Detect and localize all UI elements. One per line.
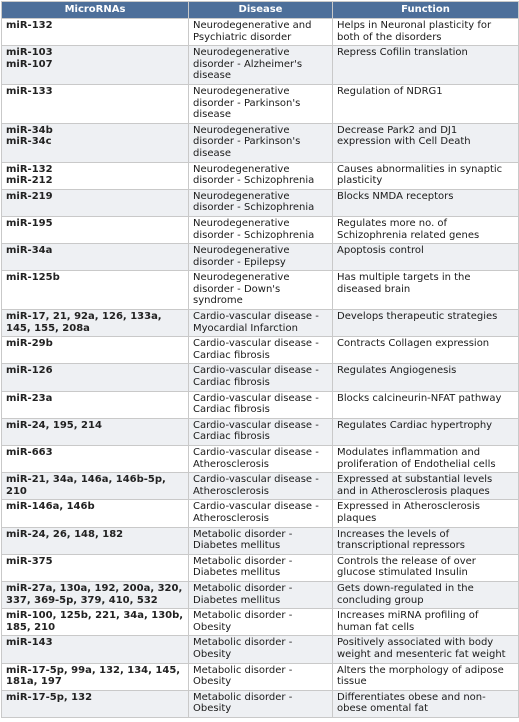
microrna-cell: miR-143 [2, 636, 189, 663]
microrna-cell: miR-21, 34a, 146a, 146b-5p, 210 [2, 473, 189, 500]
table-row [2, 162, 519, 189]
disease-cell: Neurodegenerative disorder - Epilepsy [189, 244, 333, 271]
function-cell: Modulates inflammation and proliferation of Endothelial cells [333, 446, 519, 473]
microrna-cell: miR-17, 21, 92a, 126, 133a, 145, 155, 208a [2, 310, 189, 337]
disease-cell: Neurodegenerative disorder - Schizophrenia [189, 216, 333, 243]
microrna-cell: miR-133 [2, 84, 189, 123]
microrna-cell: miR-34a [2, 244, 189, 271]
microrna-cell: miR-17-5p, 132 [2, 690, 189, 717]
disease-cell: Metabolic disorder - Obesity [189, 609, 333, 636]
disease-cell: Cardio-vascular disease - Atherosclerosis [189, 473, 333, 500]
function-cell: Increases miRNA profiling of human fat cells [333, 609, 519, 636]
header-function: Function [333, 2, 519, 19]
microrna-cell: miR-100, 125b, 221, 34a, 130b, 185, 210 [2, 609, 189, 636]
microrna-cell: miR-146a, 146b [2, 500, 189, 527]
table-row [2, 337, 519, 364]
table-row [2, 527, 519, 554]
microrna-cell: miR-219 [2, 189, 189, 216]
function-cell: Expressed at substantial levels and in Atherosclerosis plaques [333, 473, 519, 500]
disease-cell: Metabolic disorder - Diabetes mellitus [189, 581, 333, 608]
disease-cell: Metabolic disorder - Obesity [189, 663, 333, 690]
table-row [2, 271, 519, 310]
function-cell: Helps in Neuronal plasticity for both of the disorders [333, 19, 519, 46]
table-header-row [2, 2, 519, 19]
table-row [2, 581, 519, 608]
disease-cell: Neurodegenerative disorder - Parkinson's disease [189, 84, 333, 123]
table-row [2, 46, 519, 85]
function-cell: Increases the levels of transcriptional repressors [333, 527, 519, 554]
table-row [2, 636, 519, 663]
table-row [2, 473, 519, 500]
table-row [2, 84, 519, 123]
microrna-cell: miR-24, 26, 148, 182 [2, 527, 189, 554]
table-row [2, 189, 519, 216]
function-cell: Contracts Collagen expression [333, 337, 519, 364]
microrna-cell: miR-103 miR-107 [2, 46, 189, 85]
disease-cell: Cardio-vascular disease - Cardiac fibrosis [189, 337, 333, 364]
table-row [2, 609, 519, 636]
microrna-cell: miR-663 [2, 446, 189, 473]
microrna-cell: miR-125b [2, 271, 189, 310]
disease-cell: Cardio-vascular disease - Myocardial Infarction [189, 310, 333, 337]
function-cell: Differentiates obese and non-obese omental fat [333, 690, 519, 717]
microrna-cell: miR-29b [2, 337, 189, 364]
function-cell: Develops therapeutic strategies [333, 310, 519, 337]
disease-cell: Cardio-vascular disease - Cardiac fibrosis [189, 391, 333, 418]
table-row [2, 554, 519, 581]
disease-cell: Metabolic disorder - Obesity [189, 690, 333, 717]
function-cell: Decrease Park2 and DJ1 expression with Cell Death [333, 123, 519, 162]
disease-cell: Neurodegenerative and Psychiatric disorder [189, 19, 333, 46]
disease-cell: Metabolic disorder - Diabetes mellitus [189, 527, 333, 554]
disease-cell: Neurodegenerative disorder - Parkinson's disease [189, 123, 333, 162]
table-row [2, 123, 519, 162]
microrna-cell: miR-34b miR-34c [2, 123, 189, 162]
table-row [2, 690, 519, 717]
microrna-cell: miR-23a [2, 391, 189, 418]
function-cell: Expressed in Atherosclerosis plaques [333, 500, 519, 527]
function-cell: Regulates Angiogenesis [333, 364, 519, 391]
function-cell: Regulates Cardiac hypertrophy [333, 418, 519, 445]
table-row [2, 663, 519, 690]
function-cell: Positively associated with body weight and mesenteric fat weight [333, 636, 519, 663]
microrna-disease-table [1, 1, 519, 718]
table-row [2, 216, 519, 243]
function-cell: Repress Cofilin translation [333, 46, 519, 85]
function-cell: Alters the morphology of adipose tissue [333, 663, 519, 690]
table-row [2, 418, 519, 445]
table-row [2, 500, 519, 527]
table-row [2, 19, 519, 46]
disease-cell: Cardio-vascular disease - Cardiac fibrosis [189, 418, 333, 445]
table-row [2, 364, 519, 391]
microrna-cell: miR-195 [2, 216, 189, 243]
disease-cell: Cardio-vascular disease - Cardiac fibrosis [189, 364, 333, 391]
function-cell: Controls the release of over glucose stimulated Insulin [333, 554, 519, 581]
microrna-cell: miR-132 [2, 19, 189, 46]
function-cell: Regulation of NDRG1 [333, 84, 519, 123]
microrna-cell: miR-17-5p, 99a, 132, 134, 145, 181a, 197 [2, 663, 189, 690]
header-disease: Disease [189, 2, 333, 19]
microrna-cell: miR-126 [2, 364, 189, 391]
function-cell: Has multiple targets in the diseased brain [333, 271, 519, 310]
header-microrna: MicroRNAs [2, 2, 189, 19]
function-cell: Apoptosis control [333, 244, 519, 271]
function-cell: Blocks NMDA receptors [333, 189, 519, 216]
disease-cell: Neurodegenerative disorder - Schizophrenia [189, 162, 333, 189]
table-row [2, 446, 519, 473]
function-cell: Regulates more no. of Schizophrenia related genes [333, 216, 519, 243]
function-cell: Causes abnormalities in synaptic plasticity [333, 162, 519, 189]
table-row [2, 310, 519, 337]
disease-cell: Metabolic disorder - Diabetes mellitus [189, 554, 333, 581]
function-cell: Blocks calcineurin-NFAT pathway [333, 391, 519, 418]
microrna-cell: miR-375 [2, 554, 189, 581]
disease-cell: Neurodegenerative disorder - Down's syndrome [189, 271, 333, 310]
disease-cell: Cardio-vascular disease - Atherosclerosis [189, 500, 333, 527]
disease-cell: Metabolic disorder - Obesity [189, 636, 333, 663]
disease-cell: Neurodegenerative disorder - Alzheimer's disease [189, 46, 333, 85]
table-row [2, 244, 519, 271]
microrna-cell: miR-132 miR-212 [2, 162, 189, 189]
microrna-cell: miR-27a, 130a, 192, 200a, 320, 337, 369-5p, 379, 410, 532 [2, 581, 189, 608]
disease-cell: Neurodegenerative disorder - Schizophrenia [189, 189, 333, 216]
disease-cell: Cardio-vascular disease - Atherosclerosis [189, 446, 333, 473]
microrna-cell: miR-24, 195, 214 [2, 418, 189, 445]
table-row [2, 391, 519, 418]
function-cell: Gets down-regulated in the concluding group [333, 581, 519, 608]
